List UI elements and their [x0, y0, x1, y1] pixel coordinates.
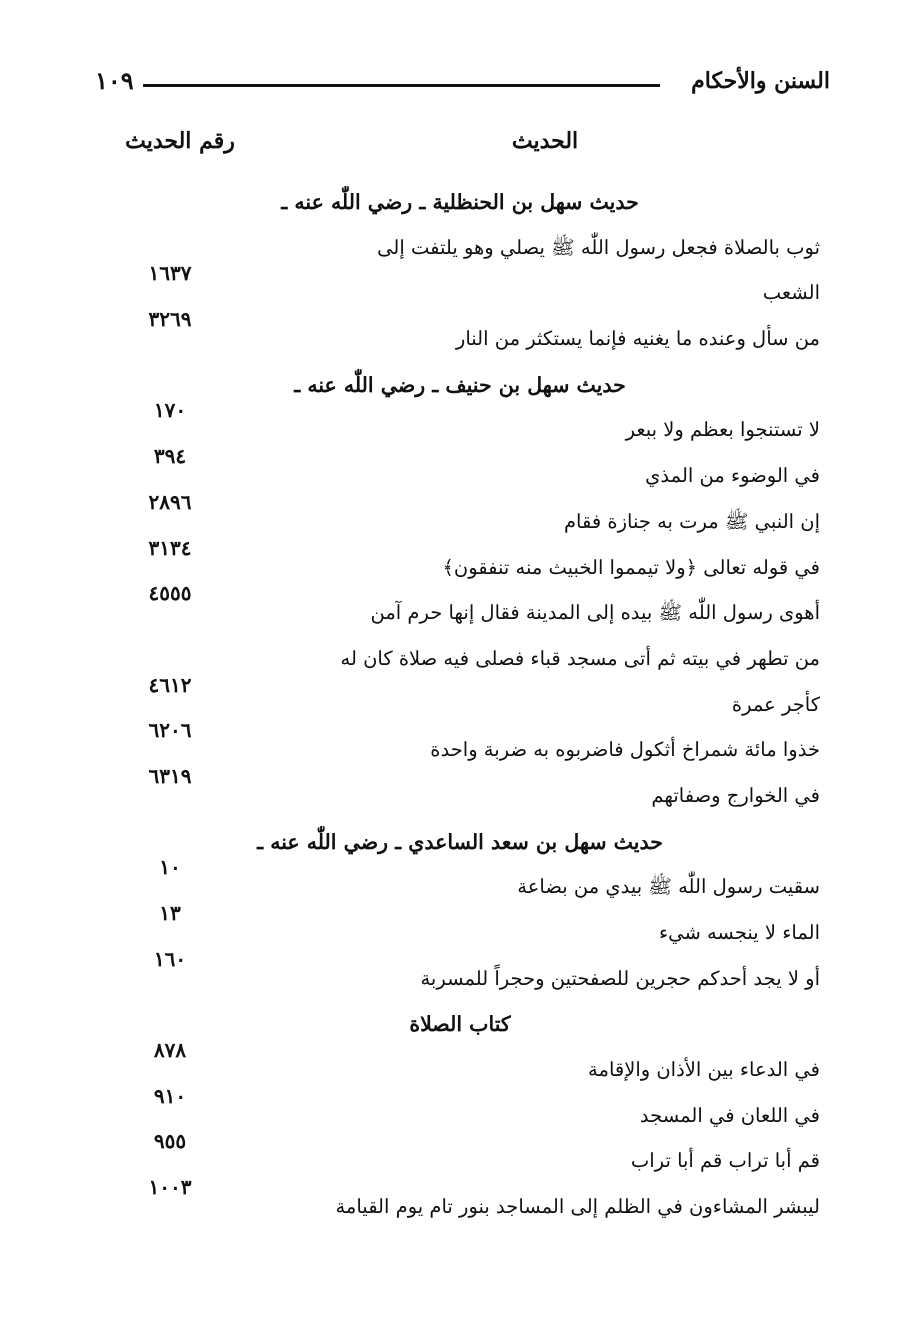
- index-entry: [100, 946, 820, 1005]
- hadith-text: من تطهر في بيته ثم أتى مسجد قباء فصلى فيه صلاة كان له: [340, 646, 820, 670]
- hadith-index-list: [100, 182, 820, 1233]
- hadith-text: ثوب بالصلاة فجعل رسول اللّٰه ﷺ يصلي وهو يلتفت إلى: [377, 235, 820, 259]
- hadith-number: ٤٥٥٥: [148, 581, 192, 606]
- hadith-text: إن النبي ﷺ مرت به جنازة فقام: [563, 509, 820, 533]
- hadith-text: في الدعاء بين الأذان والإقامة: [588, 1058, 820, 1082]
- hadith-number: ٢٨٩٦: [148, 489, 192, 514]
- section-heading-text: حديث سهل بن سعد الساعدي ـ رضي اللّٰه عنه ـ: [257, 829, 663, 854]
- hadith-text: من سأل وعنده ما يغنيه فإنما يستكثر من النار: [455, 327, 820, 351]
- hadith-number: ١٠: [159, 855, 181, 880]
- section-heading-text: حديث سهل بن الحنظلية ـ رضي اللّٰه عنه ـ: [281, 190, 639, 214]
- hadith-text: كأجر عمرة: [731, 692, 820, 716]
- book-title: السنن والأحكام: [691, 68, 830, 94]
- hadith-text: في الوضوء من المذي: [645, 464, 820, 488]
- page-header: [95, 66, 830, 102]
- hadith-text: قم أبا تراب قم أبا تراب: [630, 1149, 820, 1173]
- index-entry: [100, 307, 820, 365]
- index-entry: [100, 763, 820, 822]
- hadith-number: ٦٢٠٦: [148, 718, 192, 743]
- header-rule: [143, 84, 660, 87]
- hadith-number: ٦٣١٩: [148, 763, 192, 788]
- index-entry: [100, 1175, 820, 1233]
- hadith-text: سقيت رسول اللّٰه ﷺ بيدي من بضاعة: [517, 875, 820, 899]
- hadith-number: ١٧٠: [153, 398, 187, 423]
- hadith-text: خذوا مائة شمراخ أثكول فاضربوه به ضربة واحدة: [430, 738, 820, 762]
- page-number: ١٠٩: [95, 66, 134, 95]
- section-heading-text: كتاب الصلاة: [409, 1012, 511, 1037]
- hadith-number: ٣٩٤: [153, 444, 187, 469]
- hadith-text: أو لا يجد أحدكم حجرين للصفحتين وحجراً للمسربة: [420, 966, 820, 990]
- hadith-number: ٨٧٨: [153, 1038, 187, 1063]
- number-column-heading: رقم الحديث: [125, 128, 235, 154]
- section-heading: [100, 182, 820, 228]
- section-heading-text: حديث سهل بن حنيف ـ رضي اللّٰه عنه ـ: [294, 372, 626, 397]
- hadith-number: ١٠٠٣: [148, 1175, 192, 1200]
- hadith-number: ١٣: [159, 901, 181, 925]
- hadith-number: ٩٥٥: [153, 1129, 187, 1154]
- hadith-number: ٤٦١٢: [148, 672, 192, 697]
- index-entry: [100, 581, 820, 639]
- hadith-number: ١٦٠: [153, 946, 187, 971]
- hadith-text: في اللعان في المسجد: [639, 1103, 820, 1127]
- hadith-text: لا تستنجوا بعظم ولا ببعر: [625, 418, 820, 442]
- hadith-number: ٣٢٦٩: [148, 307, 192, 332]
- hadith-text: الماء لا ينجسه شيء: [659, 921, 820, 944]
- hadith-number: ١٦٣٧: [148, 261, 192, 286]
- hadith-column-heading: الحديث: [511, 128, 579, 154]
- hadith-text: في قوله تعالى ﴿ولا تيمموا الخبيث منه تنفقون﴾: [442, 555, 820, 579]
- hadith-number: ٣١٣٤: [148, 535, 192, 560]
- hadith-text: أهوى رسول اللّٰه ﷺ بيده إلى المدينة فقال إنها حرم آمن: [370, 601, 820, 625]
- hadith-text: ليبشر المشاءون في الظلم إلى المساجد بنور تام يوم القيامة: [335, 1195, 820, 1219]
- hadith-text: الشعب: [762, 281, 820, 305]
- hadith-number: ٩١٠: [153, 1083, 187, 1108]
- hadith-text: في الخوارج وصفاتهم: [651, 783, 820, 807]
